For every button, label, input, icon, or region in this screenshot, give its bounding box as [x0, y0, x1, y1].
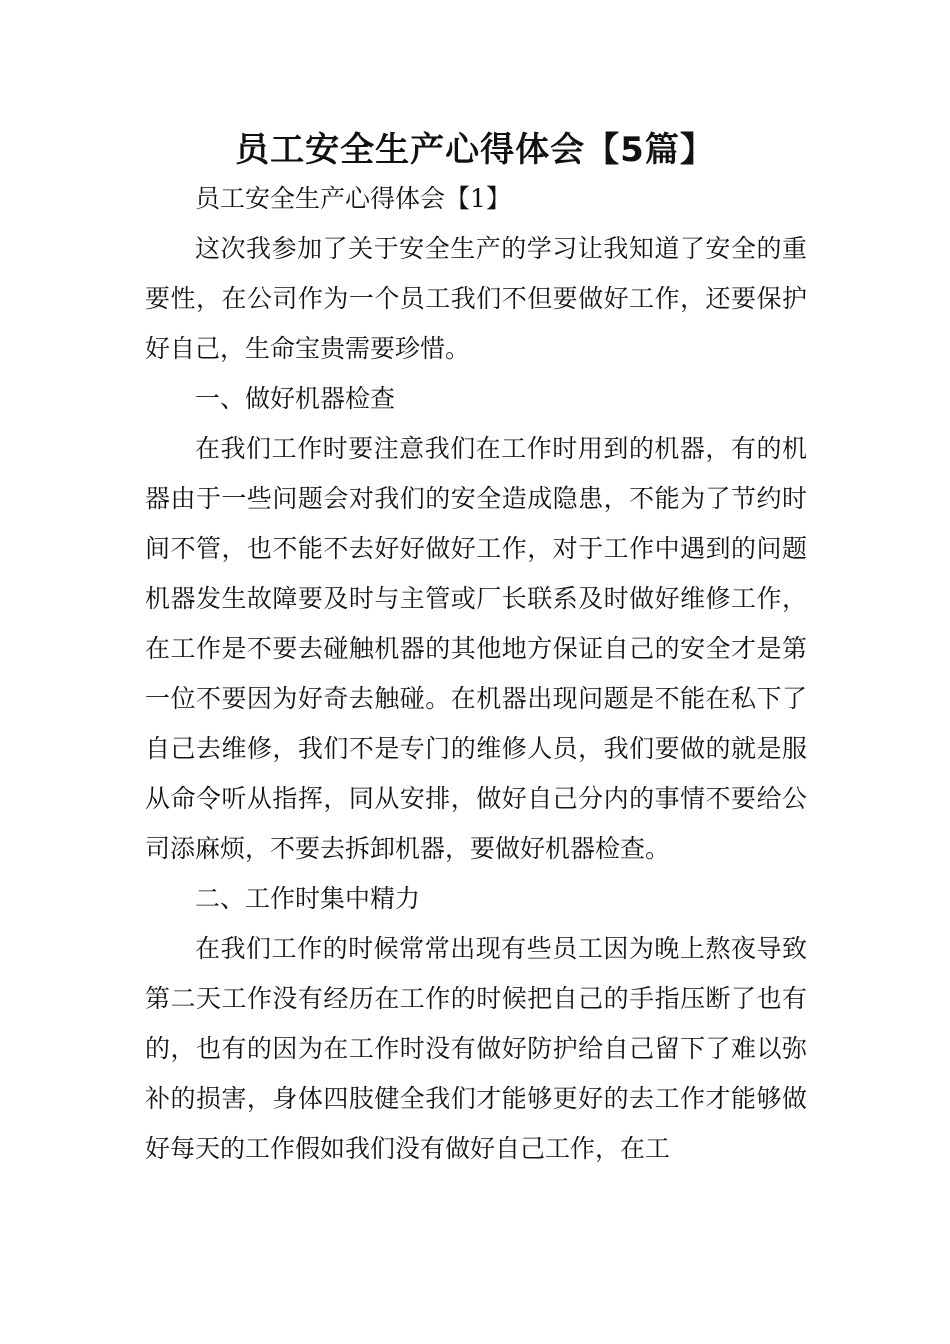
- section-heading: 二、工作时集中精力: [195, 884, 421, 913]
- paragraph: 在我们工作时要注意我们在工作时用到的机器，有的机器由于一些问题会对我们的安全造成隐患，不能为了节约时间不管，也不能不去好好做好工作，对于工作中遇到的问题机器发生故障要及时与主管或厂长联系及时做好维修工作，在工作是不要去碰触机器的其他地方保证自己的安全才是第一位不要因为好奇去触碰。在机器出现问题是不能在私下了自己去维修，我们不是专门的维修人员，我们要做的就是服从命令听从指挥，同从安排，做好自己分内的事情不要给公司添麻烦，不要去拆卸机器，要做好机器检查。: [145, 434, 807, 863]
- document-title: 员工安全生产心得体会【5篇】: [235, 130, 715, 170]
- paragraph: 这次我参加了关于安全生产的学习让我知道了安全的重要性，在公司作为一个员工我们不但要做好工作，还要保护好自己，生命宝贵需要珍惜。: [145, 234, 807, 363]
- section-heading: 员工安全生产心得体会【1】: [195, 184, 511, 213]
- section-heading: 一、做好机器检查: [195, 384, 396, 413]
- paragraph: 在我们工作的时候常常出现有些员工因为晚上熬夜导致第二天工作没有经历在工作的时候把自己的手指压断了也有的，也有的因为在工作时没有做好防护给自己留下了难以弥补的损害，身体四肢健全我们才能够更好的去工作才能够做好每天的工作假如我们没有做好自己工作，在工: [145, 934, 807, 1163]
- document-body: [145, 174, 807, 1174]
